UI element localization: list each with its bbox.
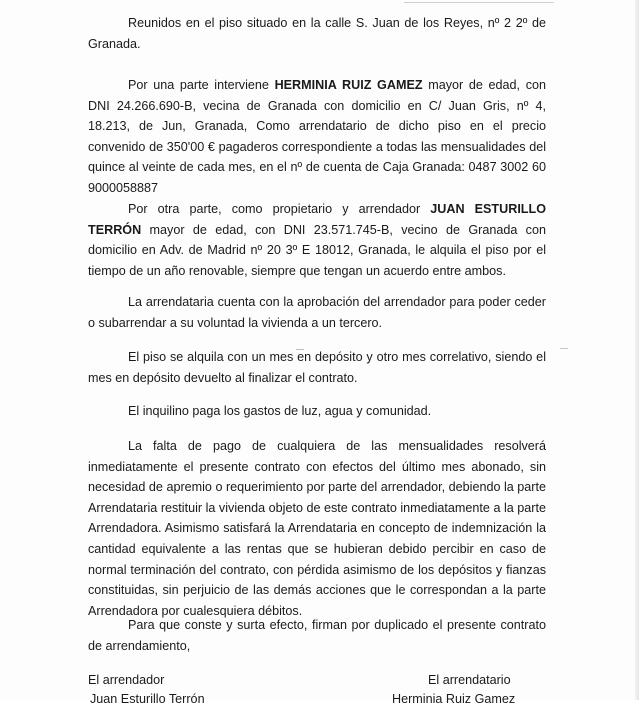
scan-mark <box>404 2 554 3</box>
paragraph-non-payment: La falta de pago de cualquiera de las mensualidades resolverá inmediatamente el presente contrato con efectos del último mes abonado, sin necesidad de apremio o requerimiento por parte del arrendador, debiendo la parte Arrendataria restituir la vivienda objeto de este contrato inmediatamente a la parte Arrendadora. Asimismo satisfará la Arrendataria en concepto de indemnización la cantidad equivalente a las rentas que se hubieran debido percibir en caso de normal terminación del contrato, con pérdida asimismo de los depósitos y fianzas constituidas, sin perjuicio de las demás acciones que le correspondan a la parte Arrendadora por cualesquiera débitos. <box>88 439 546 618</box>
paragraph-deposit: El piso se alquila con un mes en depósito y otro mes correlativo, siendo el mes en depósito devuelto al finalizar el contrato. <box>88 350 546 385</box>
signature-role-landlord: El arrendador <box>88 673 165 687</box>
scan-edge <box>635 0 639 700</box>
landlord-name: JUAN ESTURILLO TERRÓN <box>88 202 546 237</box>
paragraph-tenant <box>88 75 546 199</box>
signature-name-tenant: Herminia Ruiz Gamez <box>392 692 516 706</box>
signature-name-landlord: Juan Esturillo Terrón <box>90 692 205 706</box>
paragraph-expenses: El inquilino paga los gastos de luz, agua y comunidad. <box>128 404 432 418</box>
paragraph-tenant-intro: Por una parte interviene <box>128 78 275 92</box>
paragraph-sublet: La arrendataria cuenta con la aprobación del arrendador para poder ceder o subarrendar a su voluntad la vivienda a un tercero. <box>88 295 546 330</box>
signature-role-tenant: El arrendatario <box>428 673 511 687</box>
tenant-name: HERMINIA RUIZ GAMEZ <box>274 78 423 92</box>
scan-mark <box>560 348 568 349</box>
paragraph-landlord <box>88 199 546 281</box>
paragraph-closing: Para que conste y surta efecto, firman por duplicado el presente contrato de arrendamiento, <box>88 618 546 653</box>
paragraph-landlord-intro: Por otra parte, como propietario y arrendador <box>128 202 431 216</box>
paragraph-meeting-place: Reunidos en el piso situado en la calle S. Juan de los Reyes, nº 2 2º de Granada. <box>88 16 546 51</box>
paragraph-landlord-details: mayor de edad, con DNI 23.571.745-B, vecino de Granada con domicilio en Adv. de Madrid nº 20 3º E 18012, Granada, le alquila el piso por el tiempo de un año renovable, siempre que tengan un acuerdo entre ambos. <box>88 222 546 278</box>
paragraph-tenant-details: mayor de edad, con DNI 24.266.690-B, vecina de Granada con domicilio en C/ Juan Gris, nº 4, 18.213, de Jun, Granada, Como arrendatario de dicho piso en el precio convenido de 350'00 € pagaderos correspondiente a todas las mensualidades del quince al veinte de cada mes, en el nº de cuenta de Caja Granada: 0487 3002 60 9000058887 <box>88 78 546 195</box>
